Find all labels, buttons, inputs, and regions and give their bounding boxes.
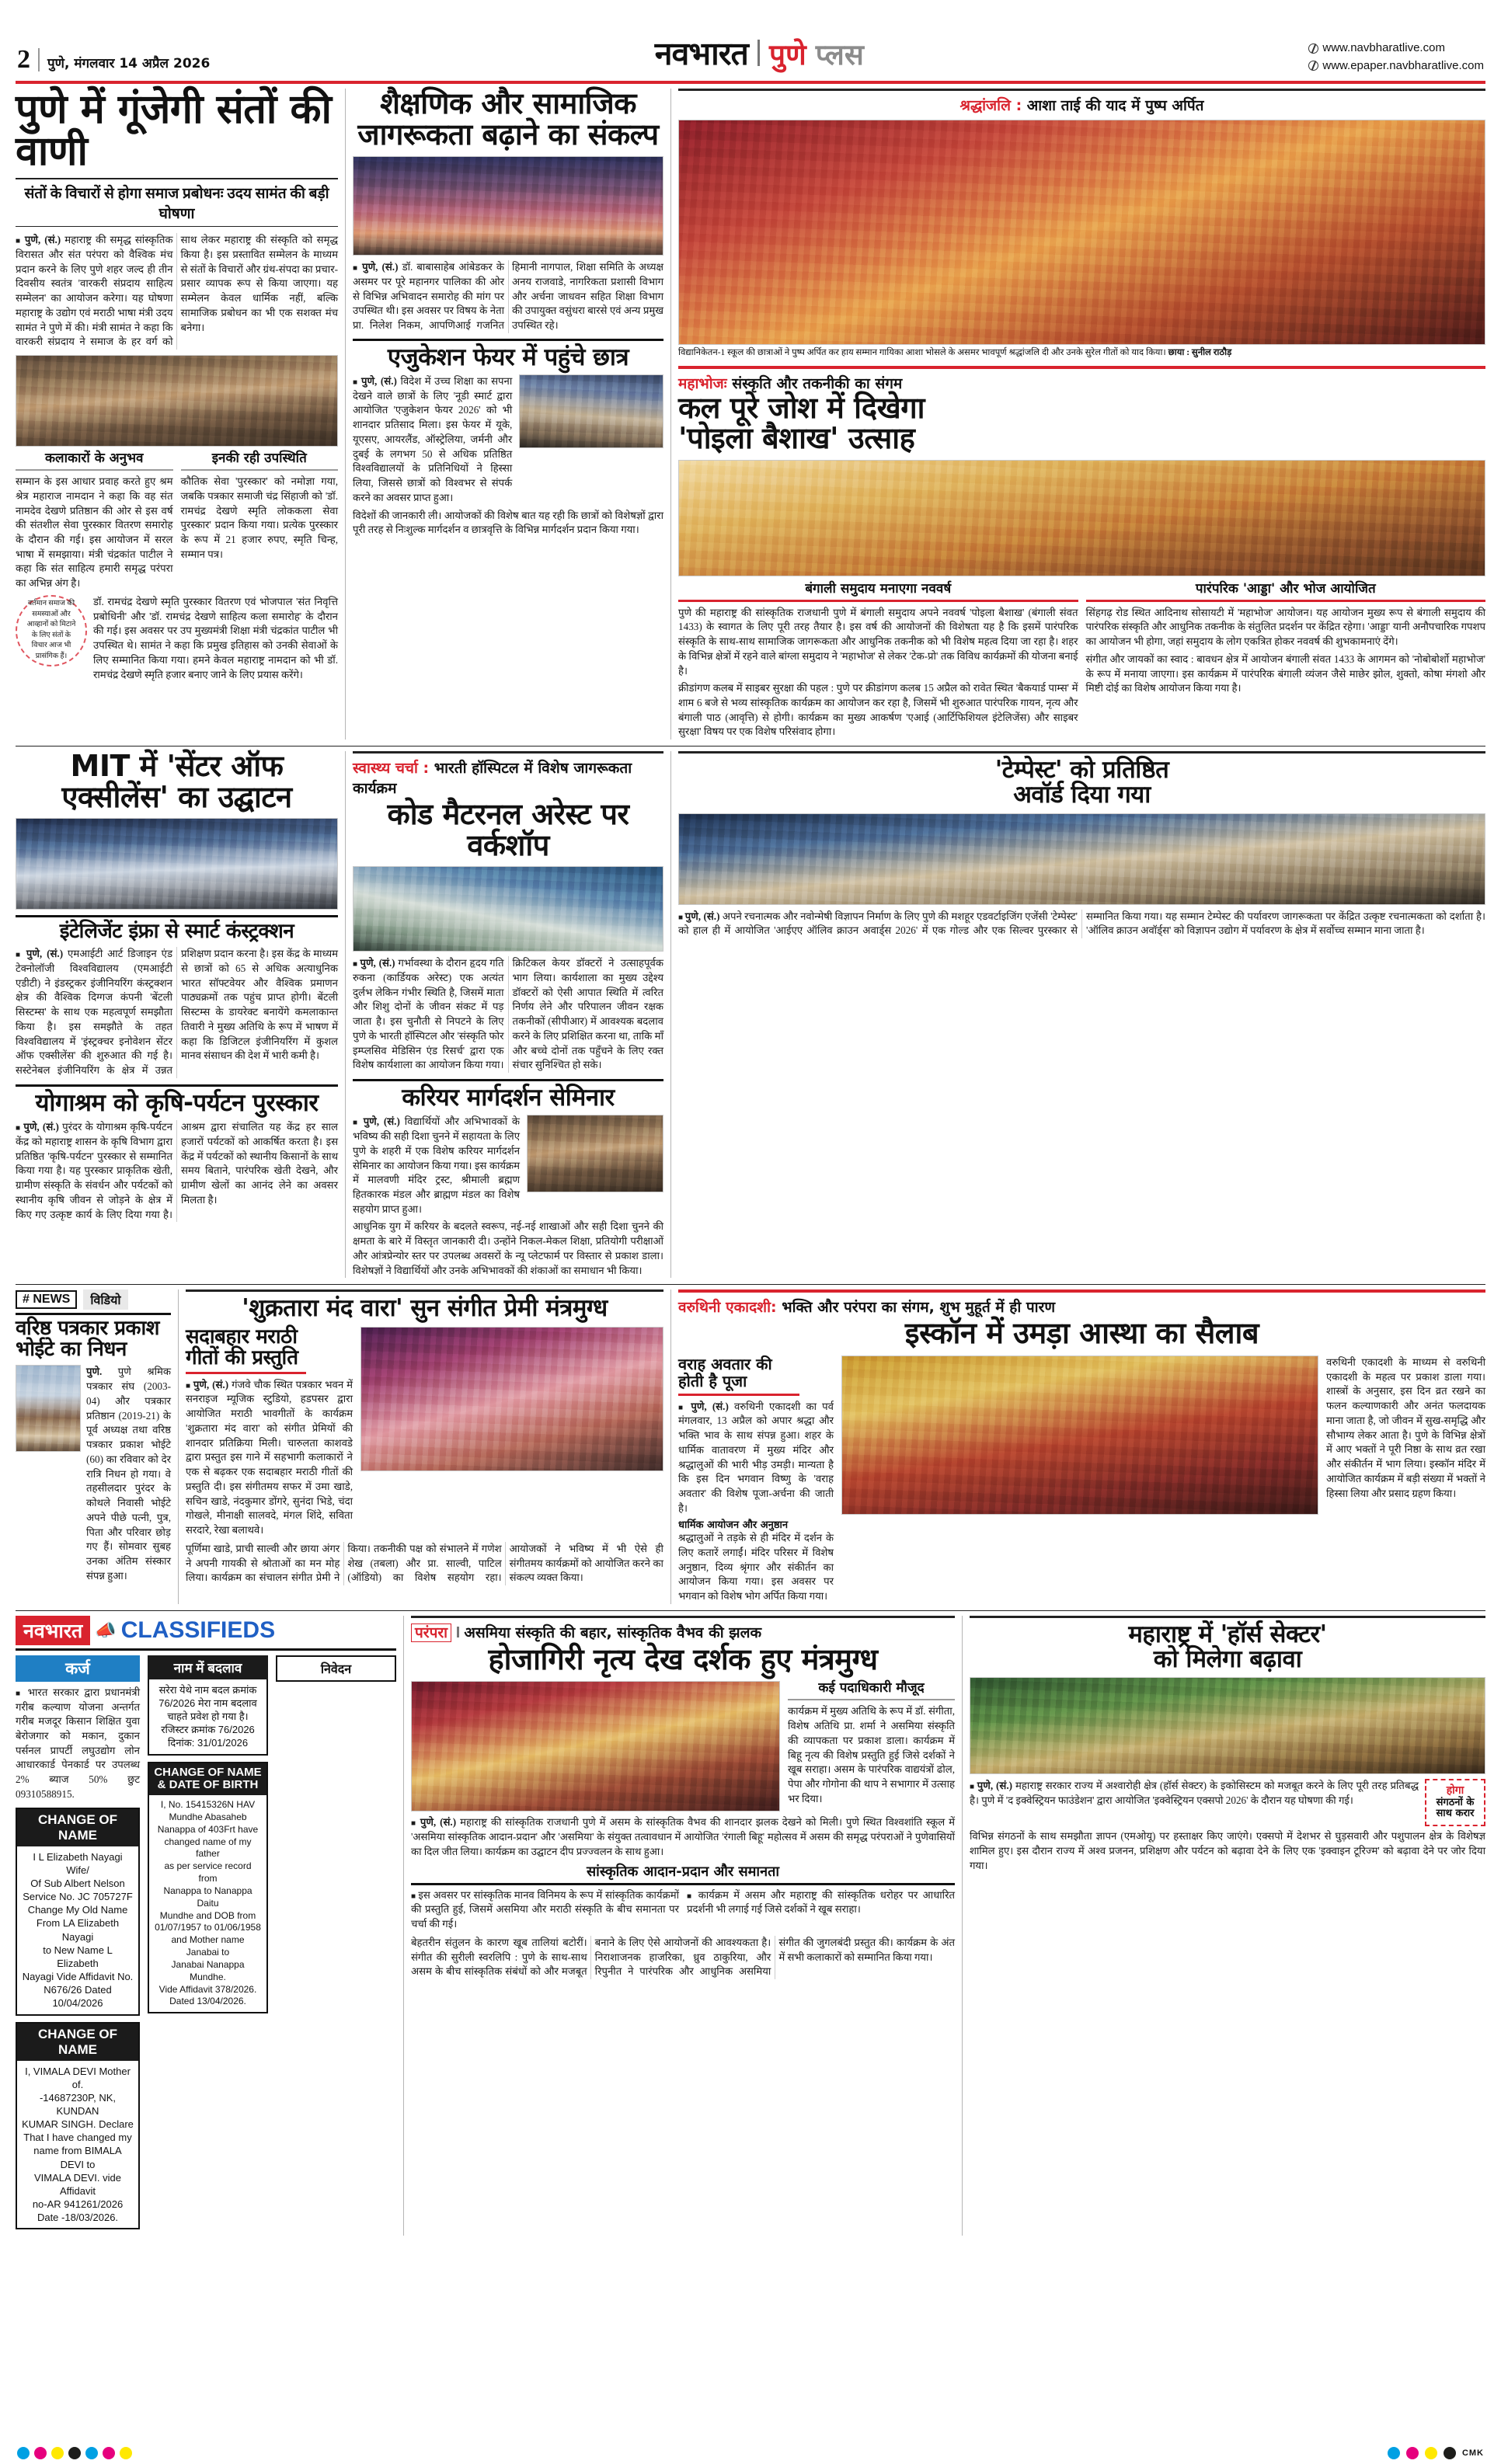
color-dot-yellow	[51, 2447, 64, 2459]
tempest-photo	[678, 813, 1485, 905]
parampara-sub-section-title: सांस्कृतिक आदान-प्रदान और समानता	[586, 1863, 779, 1880]
color-dot-cyan	[85, 2447, 98, 2459]
obit-body: पुणे श्रमिक पत्रकार संघ (2003-04) और पत्रकार प्रतिष्ठान (2019-21) के पूर्व अध्यक्ष तथा वरिष्ठ पत्रकार प्रकाश भोईटे (60) का रविवार को देर रात्रि निधन हो गया। वे तहसीलदार पुरंदर के कोथले निवासी भोईटे अपने पीछे पत्नी, पुत्र, पिता और परिवार छोड़ गए हैं। सोमवार सुबह उनका अंतिम संस्कार संपन्न हुआ।	[86, 1366, 171, 1582]
tempest-column	[678, 751, 1485, 1278]
mit-photo	[16, 818, 338, 910]
education-fair-dateline: पुणे, (सं.)	[361, 374, 397, 387]
health-photo	[353, 866, 663, 952]
center-photo	[353, 156, 663, 256]
tribute-credit: छाया : सुनील राठौड़	[1168, 348, 1232, 357]
tribute-photo	[678, 120, 1485, 345]
name-change-ad[interactable]	[148, 1679, 268, 1756]
sangeet-right	[360, 1327, 663, 1538]
loan-header: कर्ज	[16, 1655, 140, 1682]
mahabhoj-body-right2: संगीत और जायकों का स्वाद : बावधन क्षेत्र में आयोजन बंगाली संवत 1433 के आगमन को 'नोबोबोर्शो महाभोज' के रूप में मनाया जाएगा। इस कार्यक्रम में पारंपरिक बंगाली व्यंजन जैसे माछेर झोल, शुक्तो, कोषा मंगशो और मिष्टी दोई का विशेष आयोजन किया गया है।	[1085, 653, 1485, 694]
mahabhoj-body-left: पुणे की महाराष्ट्र की सांस्कृतिक राजधानी पुणे में बंगाली समुदाय अपने नववर्ष 'पोइला बैशाख' (बंगाली संवत 1433) के स्वागत के लिए पूरी तरह तैयार है। इस वर्ष की आयोजनों की विशेषता यह है कि इसमें पारंपरिक संस्कृति के साथ-साथ सामाजिक जागरूकता और आधुनिक तकनीक को भी विशेष महत्व दिया जा रहा है। शहर के विभिन्न क्षेत्रों में रहने वाले बांग्ला समुदाय ने 'महाभोज' से लेकर 'टेक-प्रो' तक विविध कार्यक्रमों की योजना बनाई है।	[678, 606, 1078, 677]
color-dot-magenta	[1406, 2447, 1419, 2459]
row-bottom	[16, 1616, 1485, 2236]
lead-subsection-left	[16, 451, 173, 591]
horse-callout-box: होगा संगठनों के साथ करार	[1425, 1779, 1485, 1826]
lead-sub-title-left: कलाकारों के अनुभव	[44, 451, 144, 467]
color-dot-yellow	[120, 2447, 132, 2459]
ekadashi-sub-title: धार्मिक आयोजन और अनुष्ठान	[678, 1519, 789, 1531]
ad-header: CHANGE OF NAME	[17, 2024, 138, 2061]
classifieds-nb-logo: नवभारत	[16, 1616, 90, 1645]
epaper-link[interactable]	[1308, 57, 1484, 75]
career-body2: आधुनिक युग में करियर के बदलते स्वरूप, नई-नई शाखाओं और सही दिशा चुनने की क्षमता के बारे में विस्तृत जानकारी दी। उन्होंने निकल-मेकल शिक्षा, प्रतियोगी परीक्षाओं और आंत्रप्रेन्योर स्तर पर उपलब्ध अवसरों के न्यू प्लेटफार्म पर विस्तार से प्रकाश डाला। विशेषज्ञों ने विद्यार्थियों और उनके अभिभावकों की शंकाओं का समाधान भी किया।	[353, 1220, 663, 1276]
parampara-body-col2: कार्यक्रम में मुख्य अतिथि के रूप में डॉ. संगीता, विशेष अतिथि प्रा. शर्मा ने असमिया संस्कृति की व्यापकता पर प्रकाश डाला। कार्यक्रम में बिहू नृत्य की विशेष प्रस्तुति हुई जिसे दर्शकों ने खूब सराहा। असम के पारंपरिक वाद्ययंत्रों ढोल, पेपा और गोगोना की थाप ने सभागार में उत्साह भर दिया।	[788, 1705, 955, 1804]
sangeet-caption: पूर्णिमा खाडे, प्राची साल्वी और छाया अंगर ने अपनी गायकी से श्रोताओं का मन मोह लिया। कार्यक्रम का संचालन संगीत प्रेमी ने किया। तकनीकी पक्ष को संभालने में गणेश शेख (तबला) और प्रा. साल्वी, पाटिल (ऑडियो) का विशेष सहयोग रहा। आयोजकों ने भविष्य में भी ऐसे ही संगीतमय कार्यक्रमों को आयोजित करने का संकल्प व्यक्त किया।	[186, 1542, 663, 1584]
notice-header: निवेदन	[276, 1655, 396, 1682]
horse-photo	[970, 1677, 1485, 1774]
masthead-date: पुणे, मंगलवार 14 अप्रैल 2026	[47, 56, 211, 71]
education-fair-headline: एजुकेशन फेयर में पहुंचे छात्र	[387, 343, 629, 371]
lead-subsection-right	[181, 451, 339, 591]
parampara-headline: होजागिरी नृत्य देख दर्शक हुए मंत्रमुग्ध	[488, 1641, 878, 1676]
lead-body: महाराष्ट्र की समृद्ध सांस्कृतिक विरासत और संत परंपरा को वैश्विक मंच प्रदान करने के लिए पुणे शहर जल्द ही तीन दिवसीय स्वतंत्र 'वारकरी संप्रदाय साहित्य सम्मेलन' का आयोजन करेगा। यह घोषणा महाराष्ट्र के उद्योग एवं मराठी भाषा मंत्री उदय सामंत ने पुणे में की। मंत्री सामंत ने कहा कि वारकरी संप्रदाय ने समाज के हर वर्ग को साथ लेकर महाराष्ट्र की संस्कृति को समृद्ध किया है। इस प्रस्तावित सम्मेलन के माध्यम से संतों के विचारों और ग्रंथ-संपदा का प्रचार-प्रसार व्यापक रूप से किया जाएगा। यह सम्मेलन केवल धार्मिक नहीं, बल्कि सामाजिक प्रबोधन का भी एक सशक्त मंच बनेगा।	[16, 234, 338, 348]
classifieds-logo	[16, 1616, 396, 1645]
lead-col2-text: सम्मान के इस आधार प्रवाह करते हुए श्रम श्रेत्र महाराज नामदान ने कहा कि वह संत नामदेव देखणे प्रतिष्ठान की ओर से इस वर्ष की संतशील सेवा पुरस्कार वितरण समारोह के दौरान की गई। इस आयोजन में सरल भाषा में समझाया। मंत्री चंद्रकांत पाटील ने कहा कि संत साहित्य हमारी समृद्ध परंपरा का अभिन्न अंग है।	[16, 475, 173, 590]
health-headline: कोड मैटरनल अरेस्ट पर वर्कशॉप	[387, 797, 629, 862]
news-video-tag[interactable]	[16, 1289, 171, 1310]
ekadashi-photo	[841, 1356, 1318, 1515]
career-body: ■ पुणे, (सं.) विद्यार्थियों और अभिभावकों के भविष्य की सही दिशा चुनने में सहायता के लिए पुणे के शहरी में एक विशेष करियर मार्गदर्शन सेमिनार का आयोजन किया गया। इस कार्यक्रम में मालवणी मंदिर ट्रस्ट, श्रीमाली ब्रह्मण हितकारक मंडल और ब्राह्मण मंडल का विशेष सहयोग प्राप्त हुआ।	[353, 1115, 520, 1216]
sangeet-photo	[360, 1327, 663, 1471]
masthead-links	[1308, 40, 1484, 75]
lead-callout-bubble: वर्तमान समाज की समस्याओं और आव्हानों को मिटाने के लिए संतों के विचार आज भी प्रासंगिक हैं।	[16, 595, 87, 666]
center-story	[353, 86, 663, 740]
ekadashi-headline: इस्कॉन में उमड़ा आस्था का सैलाब	[904, 1316, 1259, 1351]
epaper-url: www.epaper.navbharatlive.com	[1322, 58, 1484, 72]
megaphone-icon: 📣	[95, 1620, 117, 1640]
classified-ad[interactable]	[148, 1762, 268, 2014]
parampara-photo-wrap	[411, 1681, 780, 1811]
globe-icon	[1308, 61, 1318, 71]
ad-body: I, VIMALA DEVI Mother of. -14687230P, NK, KUNDAN KUMAR SINGH. Declare That I have changed my name from BIMALA DEVI to VIMALA DEVI. vide Affidavit no-AR 941261/2026 Date -18/03/2026.	[22, 2065, 134, 2224]
obit-headline-2: भोईटे का निधन	[16, 1338, 127, 1362]
ekadashi-mid	[841, 1356, 1318, 1604]
color-dot-black	[1444, 2447, 1456, 2459]
health-body-block: ■ पुणे, (सं.) गर्भावस्था के दौरान हृदय गति रुकना (कार्डियक अरेस्ट) एक अत्यंत दुर्लभ लेकिन गंभीर स्थिति है, जिसमें माता और शिशु दोनों के जीवन संकट में पड़ जाता है। इस चुनौती से निपटने के लिए पुणे के भारती हॉस्पिटल और 'संस्कृति फोर इम्प्लसिव मेडिसिन एंड रिसर्च' द्वारा एक विशेष कार्यशाला का आयोजन किया गया। क्रिटिकल केयर डॉक्टरों ने उत्साहपूर्वक भाग लिया। कार्यशाला का मुख्य उद्देश्य डॉक्टरों को ऐसी आपात स्थिति में त्वरित निर्णय लेने और परिपालन जीवन रक्षक तकनीकों (सीपीआर) में आवश्यक बदलाव करने के लिए प्रशिक्षित करना था, ताकि माँ और बच्चे दोनों तक पहुँचने के लिए रक्त संचार सुनिश्चित हो सके।	[353, 956, 663, 1073]
sangeet-dateline: पुणे, (सं.)	[193, 1378, 229, 1390]
mit-subhead: इंटेलिजेंट इंफ्रा से स्मार्ट कंस्ट्रक्शन	[59, 920, 294, 944]
logo-separator	[757, 40, 760, 66]
ekadashi-box-title-2: होती है पूजा	[678, 1372, 747, 1391]
mit-headline-2: एक्सीलेंस' का उद्घाटन	[61, 779, 292, 814]
ad-body: I L Elizabeth Nayagi Wife/ Of Sub Albert Nelson Service No. JC 705727F Change My Old Name From LA Elizabeth Nayagi to New Name L Elizabeth Nayagi Vide Affidavit No. N676/26 Dated 10/04/2026	[22, 1850, 134, 2010]
classifieds-columns	[16, 1655, 396, 2236]
tempest-headline-2: अवॉर्ड दिया गया	[1013, 781, 1151, 809]
obit-headline-1: वरिष्ठ पत्रकार प्रकाश	[16, 1317, 159, 1341]
ad-header: CHANGE OF NAME	[17, 1809, 138, 1846]
obit-portrait-photo	[16, 1365, 81, 1452]
footer	[0, 2447, 1501, 2459]
mit-headline-1: MIT में 'सेंटर ऑफ	[70, 749, 284, 784]
sangeet-body: ■ पुणे, (सं.) गंजवे चौक स्थित पत्रकार भवन में सनराइज म्यूजिक स्टुडियो, हडपसर द्वारा आयोजित मराठी भावगीतों के कार्यक्रम 'शुक्रतारा मंद वारा' को संगीत प्रेमियों की शानदार प्रतिक्रिया मिली। चारुलता काशवडे द्वारा प्रस्तुत इस गाने में सहभागी कलाकारों ने एक से बढ़कर एक सदाबहार मराठी गीतों की प्रस्तुति दी। इस संगीतमय सफर में उमा खाडे, सचिन खाडे, नंदकुमार डोंगरे, सुनंदा भिडे, चंदा गोखले, मीनाक्षी सालवदे, मंगल शिंदे, सविता सरदारे, रेखा बलाथवे।	[186, 1378, 353, 1538]
mahabhoj-left-block	[678, 582, 1078, 740]
loan-text: ■ भारत सरकार द्वारा प्रधानमंत्री गरीब कल्याण योजना अन्तर्गत गरीब मजदूर किसान शिक्षित युवा बेरोजगार को मकान, दुकान पर्सनल प्रापर्टी लघुउद्योग लोन आधारकार्ड पेनकार्ड पर उपलब्ध 2% ब्याज 50% छुट 09310588915.	[16, 1686, 140, 1802]
career-photo	[527, 1115, 663, 1192]
lead-intro-text	[16, 233, 338, 350]
mahabhoj-headline-1: कल पूरे जोश में दिखेगा	[678, 390, 925, 425]
parampara-right	[788, 1681, 955, 1811]
mit-story	[16, 751, 338, 1278]
mahabhoj-body-right: सिंहगढ़ रोड स्थित आदिनाथ सोसायटी में 'महाभोज' आयोजन। यह आयोजन मुख्य रूप से बंगाली समुदाय की पारंपरिक संस्कृति और आधुनिक तकनीक के संतुलित प्रदर्शन पर केंद्रित रहेगा। 'आड्डा' यानी अनौपचारिक गपशप का आयोजन भी होगा, जहां समुदाय के लोग एकत्रित होकर नववर्ष की शुभकामनाएं देंगे।	[1085, 606, 1485, 648]
ekadashi-body-right: वरुथिनी एकादशी के माध्यम से वरुथिनी एकादशी के महत्व पर प्रकाश डाला गया। शास्त्रों के अनुसार, इस दिन व्रत रखने का फलन कल्याणकारी और अनंत फलदायक माना जाता है, जो जीवन में सुख-समृद्धि और सौभाग्य लेकर आता है। पुणे के विभिन्न क्षेत्रों में आए भक्तों ने पूरी निष्ठा के साथ व्रत रखा और संकीर्तन में भाग लिया। इस्कॉन मंदिर में आयोजित कार्यक्रम में बड़ी संख्या में भक्तों ने हिस्सा लिया और प्रसाद ग्रहण किया।	[1326, 1356, 1485, 1499]
obituary-story	[16, 1289, 171, 1603]
mahabhoj-headline-2: 'पोइला बैशाख' उत्साह	[678, 421, 915, 456]
row-top	[16, 86, 1485, 740]
center-dateline: पुणे, (सं.)	[362, 261, 399, 273]
website-link[interactable]	[1308, 40, 1484, 57]
video-tag-label: विडियो	[83, 1289, 127, 1310]
cmyk-label: CMK	[1461, 2448, 1484, 2458]
classifieds-section	[16, 1616, 396, 2236]
news-tag-label: # NEWS	[16, 1290, 77, 1309]
yogashram-headline: योगाश्रम को कृषि-पर्यटन पुरस्कार	[35, 1088, 319, 1117]
tempest-dateline: पुणे, (सं.)	[684, 910, 720, 922]
classified-ad[interactable]	[16, 2022, 140, 2230]
horse-sector-story	[970, 1616, 1485, 2236]
color-dot-cyan	[1388, 2447, 1400, 2459]
row-middle	[16, 751, 1485, 1278]
masthead-divider	[38, 48, 40, 71]
ekadashi-body: ■ पुणे, (सं.) वरुथिनी एकादशी का पर्व मंगलवार, 13 अप्रैल को अपार श्रद्धा और भक्ति भाव के साथ संपन्न हुआ। शहर के धार्मिक वातावरण में मुख्य मंदिर और श्रद्धालुओं की भारी भीड़ उमड़ी। मान्यता है कि इस दिन भगवान विष्णु के 'वराह अवतार' की विशेष पूजा-अर्चना की जाती है।	[678, 1400, 834, 1516]
edition-primary: पुणे	[768, 38, 806, 71]
color-dot-magenta	[103, 2447, 115, 2459]
name-change-text: सरेरा येथे नाम बदल क्रमांक 76/2026 मेरा नाम बदलाव चाहते प्रवेश हो गया है। रजिस्टर क्रमांक 76/2026 दिनांक: 31/01/2026	[158, 1683, 257, 1749]
education-fair-photo	[519, 374, 663, 448]
health-career-column	[353, 751, 663, 1278]
tribute-caption: विद्यानिकेतन-1 स्कूल की छात्राओं ने पुष्प अर्पित कर हाय सम्मान गायिका आशा भोसले के असमर भावपूर्ण श्रद्धांजलि दी और उनके सुरेल गीतों को याद किया। छाया : सुनील राठौड़	[678, 348, 1232, 357]
horse-body: ■ पुणे, (सं.) महाराष्ट्र सरकार राज्य में अश्वारोही क्षेत्र (हॉर्स सेक्टर) के इकोसिस्टम को मजबूत करने के लिए पूरी तरह प्रतिबद्ध है। पुणे में 'द इक्वेस्ट्रियन फाउंडेशन' द्वारा आयोजित 'इक्वेस्ट्रियन एक्सपो 2026' के दौरान यह घोषणा की गई।	[970, 1779, 1419, 1826]
classified-ad[interactable]	[16, 1808, 140, 2016]
horse-body2: विभिन्न संगठनों के साथ समझौता ज्ञापन (एमओयू) पर हस्ताक्षर किए जाएंगे। एक्सपो में देशभर से घुड़सवारी और पशुपालन क्षेत्र के विशेषज्ञ शामिल हुए। इस दौरान राज्य में अश्व प्रजनन, प्रशिक्षण और पर्यटन को बढ़ावा देने के लिए एक 'इक्वाइन टूरिज्म' को बढ़ावा देने पर जोर दिया गया।	[970, 1830, 1485, 1871]
navbharat-logo: नवभारत	[654, 35, 748, 72]
health-kicker: स्वास्थ्य चर्चा : भारती हॉस्पिटल में विशेष जागरूकता कार्यक्रम	[353, 760, 632, 798]
yogashram-dateline: पुणे, (सं.)	[23, 1121, 59, 1133]
tribute-kicker: श्रद्धांजलि : आशा ताई की याद में पुष्प अर्पित	[959, 97, 1204, 114]
mahabhoj-photo	[678, 460, 1485, 576]
tempest-body-block: ■ पुणे, (सं.) अपने रचनात्मक और नवोन्मेषी विज्ञापन निर्माण के लिए पुणे की मशहूर एडवर्टाइजिंग एजेंसी 'टेम्पेस्ट' को हाल ही में आयोजित 'आईएए ऑलिव क्राउन अवार्ड्स 2026' में एक गोल्ड और एक सिल्वर पुरस्कार से सम्मानित किया गया। यह सम्मान टेम्पेस्ट की पर्यावरण जागरूकता पर केंद्रित उत्कृष्ट रचनात्मकता को दर्शाता है। 'ऑलिव क्राउन अवॉर्ड्स' को विज्ञापन उद्योग में पर्यावरण के क्षेत्र में सर्वोच्च सम्मान माना जाता है।	[678, 910, 1485, 938]
sangeet-sub-2: गीतों की प्रस्तुति	[186, 1345, 298, 1369]
tempest-headline-1: 'टेम्पेस्ट' को प्रतिष्ठित	[994, 756, 1169, 785]
horse-dateline: पुणे, (सं.)	[977, 1780, 1013, 1792]
lead-col3-text: कौतिक सेवा 'पुरस्कार' को नमोज्ञा गया, जबकि पत्रकार समाजी चंद्र सिंहाजी को 'डॉ. रामचंद्र देखणे स्मृति लोककला सेवा पुरस्कार' प्रदान किया गया। प्रत्येक पुरस्कार के रूप में 21 हजार रुपए, स्मृति चिन्ह, सम्मान पत्र।	[180, 475, 338, 560]
parampara-photo	[411, 1681, 780, 1811]
classifieds-word: CLASSIFIEDS	[120, 1617, 276, 1643]
ekadashi-right	[1326, 1356, 1485, 1604]
page-body	[0, 84, 1501, 2236]
career-headline: करियर मार्गदर्शन सेमिनार	[402, 1084, 615, 1112]
parampara-body: ■ पुणे, (सं.) महाराष्ट्र की सांस्कृतिक राजधानी पुणे में असम के सांस्कृतिक वैभव की शानदार झलक देखने को मिली। पुणे स्थित विश्वशांति स्कूल में 'असमिया सांस्कृतिक आदान-प्रदान' और 'असमिया' के संयुक्त तत्वावधान में आयोजित 'रंगाली बिहू' महोत्सव में असम की समृद्ध परंपराओं ने पुणेवासियों का दिल जीत लिया। कार्यक्रम का उद्घाटन दीप प्रज्ज्वलन के साथ हुआ।	[411, 1815, 955, 1859]
sangeet-headline: 'शुक्रतारा मंद वारा' सुन संगीत प्रेमी मंत्रमुग्ध	[242, 1294, 608, 1323]
parampara-bullet-2: ■ कार्यक्रम में असम और महाराष्ट्र की सांस्कृतिक धरोहर पर आधारित प्रदर्शनी भी लगाई गई जिसे दर्शकों ने खूब सराहा।	[687, 1888, 955, 1932]
lead-headline: पुणे में गूंजेगी संतों की वाणी	[16, 86, 332, 176]
sangeet-sub-1: सदाबहार मराठी	[186, 1324, 298, 1349]
mahabhoj-sub-right-title: पारंपरिक 'आड्डा' और भोज आयोजित	[1195, 580, 1376, 597]
row-lower	[16, 1289, 1485, 1603]
parampara-kicker: परंपरा असमिया संस्कृति की बहार, सांस्कृतिक वैभव की झलक	[411, 1622, 955, 1642]
education-fair-body: ■ पुणे, (सं.) विदेश में उच्च शिक्षा का सपना देखने वाले छात्रों के लिए 'नूडी स्मार्ट द्वारा आयोजित 'एजुकेशन फेयर 2026' को भी शानदार प्रतिसाद मिला। इस फेयर में यूके, यूएसए, आयरलैंड, ऑस्ट्रेलिया, जर्मनी और दुबई के लगभग 50 से अधिक प्रतिष्ठित विश्वविद्यालयों के प्रतिनिधियों ने हिस्सा लिया, जिससे छात्रों को विश्वभर से संपर्क करने का अवसर प्राप्त हुआ।	[353, 374, 512, 506]
mit-dateline: पुणे, (सं.)	[26, 948, 64, 960]
parampara-footer-text: बेहतरीन संतुलन के कारण खूब तालियां बटोरीं। संगीत की सुरीली स्वरलिपि : पुणे के साथ-साथ असम के बीच सांस्कृतिक संबंधों को और मजबूत बनाने के लिए ऐसे आयोजनों की आवश्यकता है। निराशाजनक हाजरिका, ध्रुव ठाकुरिया, और रिपुनीत ने पारंपरिक और आधुनिक असमिया संगीत की जुगलबंदी प्रस्तुत की। कार्यक्रम के अंत में सभी कलाकारों को सम्मानित किया गया।	[411, 1936, 955, 1978]
mahabhoj-kicker: महाभोजः संस्कृति और तकनीकी का संगम	[678, 374, 903, 392]
mahabhoj-sub-left-title: बंगाली समुदाय मनाएगा नववर्ष	[805, 580, 952, 597]
parampara-story	[411, 1616, 955, 2236]
health-dateline: पुणे, (सं.)	[360, 957, 395, 969]
lead-dateline: पुणे, (सं.)	[24, 234, 61, 246]
mahabhoj-right-block	[1086, 582, 1486, 740]
obit-dateline: पुणे.	[86, 1366, 103, 1378]
lead-sub-title-right: इनकी रही उपस्थिति	[211, 451, 307, 467]
sangeet-left	[186, 1324, 353, 1538]
footer-color-dots-left	[17, 2447, 132, 2459]
yogashram-body-block: ■ पुणे, (सं.) पुरंदर के योगाश्रम कृषि-पर्यटन केंद्र को महाराष्ट्र शासन के कृषि विभाग द्वारा प्रतिष्ठित 'कृषि-पर्यटन' पुरस्कार से सम्मानित किया गया है। यह पुरस्कार प्राकृतिक खेती, ग्रामीण संस्कृति के संवर्धन और पर्यटकों को स्थानीय कृषि जीवन से जोड़ने के क्षेत्र में किए गए उत्कृष्ट कार्य के लिए दिया गया है। आश्रम द्वारा संचालित यह केंद्र हर साल हजारों पर्यटकों को आकर्षित करता है। इस केंद्र में पर्यटकों को स्थानीय किसानों के साथ समय बिताने, पारंपरिक खेती देखने, और ग्रामीण खेलों का आनंद लेने का अवसर मिलता है।	[16, 1120, 338, 1222]
ekadashi-left	[678, 1356, 834, 1604]
masthead-left	[17, 45, 210, 75]
lead-photo	[16, 355, 338, 447]
ekadashi-box-title-1: वराह अवतार की	[678, 1354, 772, 1373]
color-dot-black	[68, 2447, 81, 2459]
horse-headline-1: महाराष्ट्र में 'हॉर्स सेक्टर'	[1128, 1620, 1327, 1648]
sangeet-story	[186, 1289, 663, 1603]
parampara-sub-title: कई पदाधिकारी मौजूद	[818, 1680, 925, 1697]
color-dot-magenta	[34, 2447, 47, 2459]
right-top-column	[678, 89, 1485, 740]
parampara-dateline: पुणे, (सं.)	[420, 1816, 457, 1829]
education-fair-body2: विदेशों की जानकारी ली। आयोजकों की विशेष बात यह रही कि छात्रों को विशेषज्ञों द्वारा पूरी तरह से निःशुल्क मार्गदर्शन व छात्रवृत्ति के विभिन्न मार्गदर्शन प्रदान किया गया।	[353, 509, 663, 536]
center-headline-1: शैक्षणिक और सामाजिक	[380, 86, 636, 120]
classifieds-col-namechange	[148, 1655, 268, 2236]
ekadashi-story	[678, 1289, 1485, 1603]
color-dot-yellow	[1425, 2447, 1437, 2459]
ekadashi-dateline: पुणे, (सं.)	[691, 1400, 729, 1412]
career-dateline: पुणे, (सं.)	[363, 1115, 400, 1128]
color-dot-cyan	[17, 2447, 30, 2459]
horse-headline-2: को मिलेगा बढ़ावा	[1153, 1645, 1302, 1674]
globe-icon	[1308, 44, 1318, 54]
masthead-logo-group[interactable]	[655, 31, 864, 75]
name-change-header: नाम में बदलाव	[148, 1655, 268, 1679]
page-number: 2	[17, 45, 30, 74]
edition-secondary: प्लस	[815, 38, 864, 71]
classifieds-col-loan	[16, 1655, 140, 2236]
center-body: डॉ. बाबासाहेब आंबेडकर के असमर पर पूरे महानगर पालिका की ओर से विभिन्न अभिवादन समारोह की मांग पर उपस्थित थी। इस अवसर पर विषय के नेता प्रा. निलेश निकम, आपणिआई गजनित हिमानी नागपाल, शिक्षा समिति के अध्यक्ष अनय राजवाडे, नागरिकता प्रशासी विभाग और अर्चना जाधवन सहित शिक्षा विभाग की उपायुक्त वसुंधरा बारसे एवं अन्य प्रमुख उपस्थित रहे।	[353, 261, 663, 331]
center-headline-2: जागरूकता बढ़ाने का संकल्प	[357, 117, 659, 151]
center-body-block	[353, 260, 663, 333]
classifieds-col-notice	[276, 1655, 396, 2236]
website-url: www.navbharatlive.com	[1322, 41, 1445, 54]
ekadashi-kicker: वरुथिनी एकादशी: भक्ति और परंपरा का संगम, शुभ मुहूर्त में ही पारण	[678, 1299, 1056, 1317]
ad-header: CHANGE OF NAME & DATE OF BIRTH	[149, 1763, 266, 1796]
lead-body2: डॉ. रामचंद्र देखणे स्मृति पुरस्कार वितरण एवं भोजपाल 'संत निवृत्ति प्रबोधिनी' और 'डॉ. रामचंद्र देखणे साहित्य कला समारोह' के दौरान की गई। इस अवसर पर उप मुख्यमंत्री शिक्षा मंत्री चंद्रकांत पाटील भी उपस्थित थे। सामंत ने कहा कि प्रमुख इतिहास को उनकी सेवाओं के लिए सम्मानित किया गया। हमने केवल महाराष्ट्र नामदान को भी डॉ. रामचंद्र देखणे स्मृति हजार बनाए जाने के लिए प्रयास करेंगे।	[93, 595, 338, 680]
footer-color-dots-right	[1388, 2447, 1484, 2459]
parampara-bullet-1: ■ इस अवसर पर सांस्कृतिक मानव विनिमय के रूप में सांस्कृतिक कार्यक्रमों की प्रस्तुति हुई, जिसमें असमिया और मराठी संस्कृति के बीच समानता पर चर्चा की गई।	[411, 1888, 679, 1932]
mahabhoj-body-left2: क्रीडांगण कलब में साइबर सुरक्षा की पहल : पुणे पर क्रीडांगण कलब 15 अप्रैल को रावेत स्थित 'बैकयार्ड पाम्स' में शाम 6 बजे से भव्य सांस्कृतिक कार्यक्रम का आयोजन कर रहा है, जिसमें भी शुरुआत पारंपरिक गायन, नृत्य और बंगाली पाठ (आवृत्ति) से होगी। कार्यक्रम का मुख्य आकर्षण 'एआई (आर्टिफिशियल इंटेलिजेंस) और साइबर सुरक्षा' विषय पर एक विशेष परिसंवाद होगा।	[678, 682, 1078, 738]
mit-body-block: ■ पुणे, (सं.) एमआईटी आर्ट डिजाइन एंड टेक्नोलॉजी विश्वविद्यालय (एमआईटी एडीटी) ने इंडस्ट्रकर इंजीनियरिंग कंस्ट्रक्शन क्षेत्र की वैश्विक दिग्गज कंपनी 'बेंटली सिस्टम्स' के साथ एक महत्वपूर्ण समझौता किया है। इस समझौते के तहत विश्वविद्यालय में 'इंस्ट्रक्चर इनोवेशन सेंटर ऑफ एक्सीलेंस' की शुरुआत की गई है। सस्टेनेबल इंजीनियरिंग के क्षेत्र में उन्नत प्रशिक्षण प्रदान करना है। इस केंद्र के माध्यम से छात्रों को 65 से अधिक अत्याधुनिक भारत सॉफ्टवेयर और वैश्विक प्रमाणन पाठ्यक्रमों तक पहुंच प्राप्त होगी। बेंटली सिस्टम्स के डायरेक्ट बनायेंगे कमलाकान्त तिवारी ने मुख्य अतिथि के रूप में भाषण में कहा कि डिजिटल इंजीनियरिंग में कुशल मानव संसाधन की देश में भारी कमी है।	[16, 947, 338, 1078]
masthead	[0, 0, 1501, 81]
ekadashi-body-sub: श्रद्धालुओं ने तड़के से ही मंदिर में दर्शन के लिए कतारें लगाईं। मंदिर परिसर में विशेष अनुष्ठान, दिव्य श्रृंगार और संकीर्तन का आयोजन किया गया। इस अवसर पर भगवान को विशेष भोग अर्पित किया गया।	[678, 1532, 834, 1603]
lead-subhead: संतों के विचारों से होगा समाज प्रबोधनः उदय सामंत की बड़ी घोषणा	[16, 178, 338, 227]
lead-story	[16, 86, 338, 740]
ad-body: I, No. 15415326N HAV Mundhe Abasaheb Nanappa of 403Frt have changed name of my father as per service record from Nanappa to Nanappa Daitu Mundhe and DOB from 01/07/1957 to 01/06/1958 and Mother name Janabai to Janabai Nanappa Mundhe. Vide Affidavit 378/2026. Dated 13/04/2026.	[155, 1799, 261, 2007]
